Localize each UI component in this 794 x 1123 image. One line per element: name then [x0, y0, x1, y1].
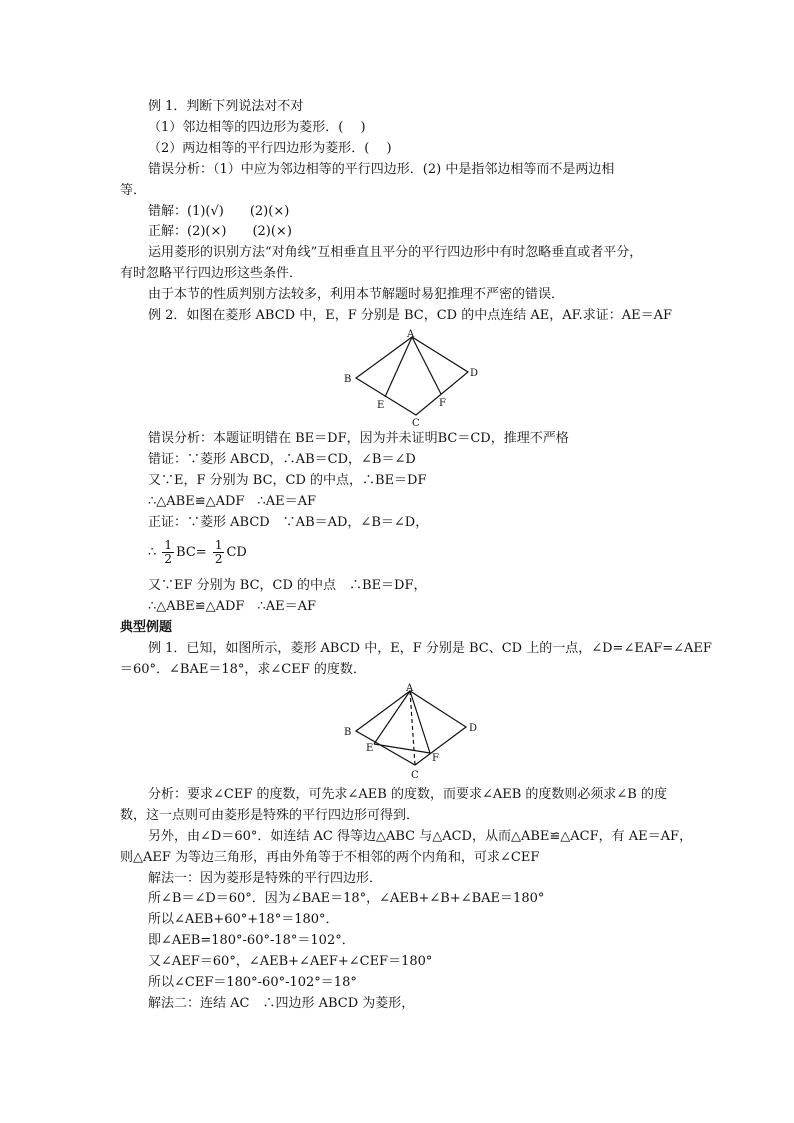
- fraction-line: [148, 538, 247, 568]
- vertex-label-c: C: [411, 770, 419, 781]
- text-line: 正证：∵菱形 ABCD ∵AB＝AD，∠B＝∠D，: [148, 515, 429, 530]
- fraction-one-half: [162, 539, 174, 566]
- text-line: 错误分析：（1）中应为邻边相等的平行四边形．(2) 中是指邻边相等而不是两边相: [148, 162, 615, 177]
- point-label-e: E: [366, 743, 374, 754]
- text-line: 即∠AEB=180°-60°-18°＝102°．: [148, 933, 355, 948]
- text-line: 所以∠CEF＝180°-60°-102°＝18°: [148, 975, 357, 990]
- text-line: 例 2．如图在菱形 ABCD 中，E，F 分别是 BC，CD 的中点连结 AE，AF.求证：AE＝AF: [148, 308, 673, 323]
- text-line: 分析：要求∠CEF 的度数，可先求∠AEB 的度数，而要求∠AEB 的度数则必须求∠B 的度: [148, 787, 667, 802]
- point-label-e: E: [377, 400, 385, 411]
- vertex-label-b: B: [344, 727, 352, 738]
- text-line: 例 1．判断下列说法对不对: [148, 99, 304, 114]
- text-line: 所以∠AEB+60°+18°＝180°．: [148, 912, 339, 927]
- equation-part: CD: [226, 545, 247, 560]
- fraction-denominator: 2: [214, 552, 223, 566]
- point-label-f: F: [432, 753, 439, 764]
- vertex-label-b: B: [344, 374, 352, 385]
- fraction-numerator: 1: [164, 538, 173, 552]
- text-line: （1）邻边相等的四边形为菱形．( ): [148, 120, 366, 135]
- text-line: 又∵E，F 分别为 BC，CD 的中点，∴BE＝DF: [148, 473, 427, 488]
- fraction-one-half: [213, 539, 225, 566]
- text-line: 有时忽略平行四边形这些条件．: [120, 266, 303, 281]
- vertex-label-a: A: [407, 329, 415, 340]
- text-line: （2）两边相等的平行四边形为菱形．( ): [148, 141, 392, 156]
- text-line: 例 1．已知，如图所示，菱形 ABCD 中，E，F 分别是 BC、CD 上的一点，∠D=∠EAF=∠AEF: [148, 641, 712, 656]
- therefore-symbol: ∴: [148, 545, 161, 560]
- vertex-label-c: C: [412, 418, 420, 428]
- vertex-label-a: A: [406, 683, 414, 694]
- text-line: 错证：∵菱形 ABCD，∴AB＝CD，∠B＝∠D: [148, 452, 416, 467]
- equation-part: BC=: [176, 545, 211, 560]
- text-line: 另外，由∠D＝60°．如连结 AC 得等边△ABC 与△ACD，从而△ABE≌△ACF，有 AE＝AF，: [148, 829, 693, 844]
- vertex-label-d: D: [470, 368, 479, 379]
- text-line: 运用菱形的识别方法“对角线”互相垂直且平分的平行四边形中有时忽略垂直或者平分，: [148, 245, 643, 260]
- text-line: 又∠AEF＝60°，∠AEB+∠AEF+∠CEF＝180°: [148, 954, 433, 969]
- text-line: 解法二：连结 AC ∴四边形 ABCD 为菱形，: [148, 996, 415, 1011]
- text-line: 又∵EF 分别为 BC，CD 的中点 ∴BE＝DF，: [148, 578, 427, 593]
- section-heading: 典型例题: [120, 620, 173, 635]
- text-line: 正解：(2)(×) (2)(×): [148, 224, 292, 239]
- fraction-numerator: 1: [214, 538, 223, 552]
- point-label-f: F: [439, 398, 446, 409]
- text-line: 解法一：因为菱形是特殊的平行四边形．: [148, 871, 383, 886]
- text-line: 由于本节的性质判别方法较多，利用本节解题时易犯推理不严密的错误．: [148, 287, 565, 302]
- text-line: 等．: [120, 183, 147, 198]
- text-line: 则△AEF 为等边三角形，再由外角等于不相邻的两个内角和，可求∠CEF: [120, 850, 540, 865]
- text-line: 所∠B＝∠D＝60°．因为∠BAE＝18°，∠AEB+∠B+∠BAE＝180°: [148, 891, 545, 906]
- text-line: 错解：(1)(√) (2)(×): [148, 204, 290, 219]
- text-line: 错误分析：本题证明错在 BE＝DF，因为并未证明BC＝CD，推理不严格: [148, 431, 569, 446]
- vertex-label-d: D: [469, 723, 478, 734]
- rhombus-figure-1: [336, 328, 486, 428]
- rhombus-figure-2: [336, 682, 486, 782]
- text-line: 数，这一点则可由菱形是特殊的平行四边形可得到．: [120, 808, 420, 823]
- text-line: ∴△ABE≌△ADF ∴AE＝AF: [148, 599, 316, 614]
- text-line: ＝60°．∠BAE＝18°，求∠CEF 的度数．: [120, 662, 366, 677]
- text-line: ∴△ABE≌△ADF ∴AE＝AF: [148, 494, 316, 509]
- fraction-denominator: 2: [164, 552, 173, 566]
